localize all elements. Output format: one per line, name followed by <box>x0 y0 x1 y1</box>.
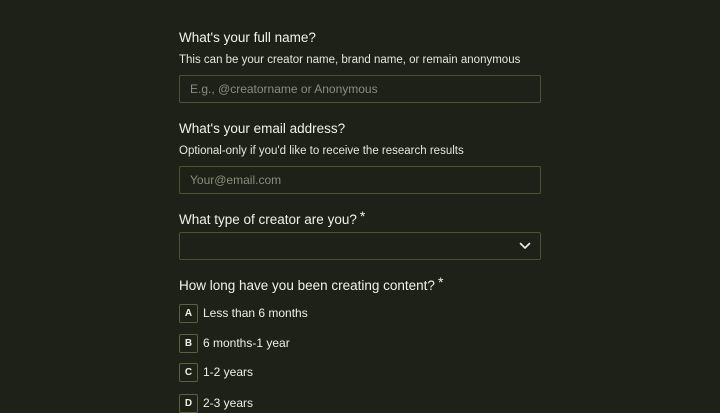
option-label: Less than 6 months <box>203 306 308 320</box>
name-question-block <box>179 29 316 47</box>
required-marker: * <box>437 274 444 290</box>
creator-type-question-block <box>179 210 365 229</box>
full-name-input[interactable] <box>179 75 541 103</box>
chevron-down-icon[interactable] <box>519 241 531 251</box>
required-marker: * <box>359 208 366 224</box>
email-question-helper: Optional-only if you'd like to receive the research results <box>179 145 464 157</box>
duration-question-block <box>179 276 443 295</box>
option-label: 1-2 years <box>203 365 254 379</box>
duration-option-d[interactable] <box>179 393 253 413</box>
creator-type-question-title <box>179 210 365 229</box>
email-question-title: What's your email address? <box>179 121 346 136</box>
email-helper-wrap <box>179 143 464 159</box>
name-question-title: What's your full name? <box>179 30 316 45</box>
option-key-badge: B <box>179 334 198 353</box>
duration-question-title <box>179 276 443 295</box>
option-label: 6 months-1 year <box>203 336 290 350</box>
duration-option-a[interactable] <box>179 303 308 323</box>
creator-type-question-text: What type of creator are you? <box>179 212 357 227</box>
option-key-badge: C <box>179 363 198 382</box>
option-key-badge: A <box>179 304 198 323</box>
email-question-block <box>179 120 345 138</box>
creator-type-select[interactable] <box>179 232 541 260</box>
option-label: 2-3 years <box>203 396 254 410</box>
duration-option-c[interactable] <box>179 362 253 382</box>
email-input[interactable] <box>179 166 541 194</box>
duration-question-text: How long have you been creating content? <box>179 278 435 293</box>
name-question-helper: This can be your creator name, brand name, or remain anonymous <box>179 54 521 66</box>
name-helper-wrap <box>179 52 520 68</box>
option-key-badge: D <box>179 394 198 413</box>
duration-option-b[interactable] <box>179 333 290 353</box>
